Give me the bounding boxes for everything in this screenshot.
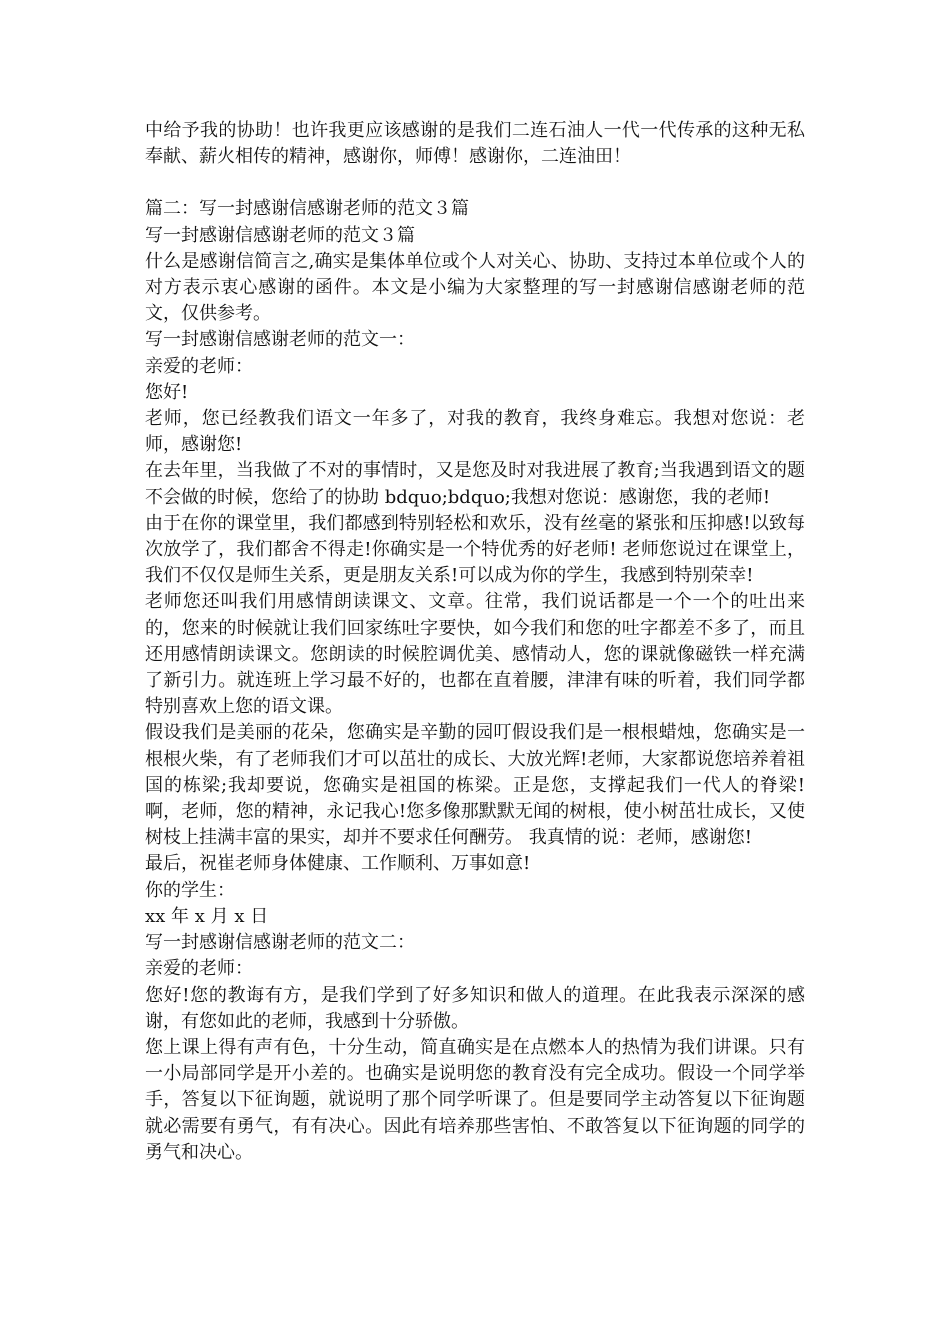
article-title: 写一封感谢信感谢老师的范文３篇 [145, 224, 415, 246]
date-line: xx 年 x 月 x 日 [145, 905, 269, 927]
greeting-one: 您好! [145, 381, 189, 403]
sample-two-heading: 写一封感谢信感谢老师的范文二： [145, 932, 415, 954]
paragraph: 您上课上得有声有色，十分生动，简直确实是在点燃本人的热情为我们讲课。只有一小局部同学是开小差的。也确实是说明您的教育没有完全成功。假设一个同学举手，答复以下征询题，就说明了那个同学听课了。但是要同学主动答复以下征询题就必需要有勇气，有有决心。因此有培养那些害怕、不敢答复以下征询题的同学的勇气和决心。 [145, 1036, 805, 1163]
paragraph: 由于在你的课堂里，我们都感到特别轻松和欢乐，没有丝毫的紧张和压抑感!以致每次放学了，我们都舍不得走!你确实是一个特优秀的好老师! 老师您说过在课堂上，我们不仅仅是师生关系，更是朋友关系!可以成为你的学生，我感到特别荣幸! [145, 512, 805, 587]
signature: 你的学生： [145, 879, 235, 901]
paragraph: 老师您还叫我们用感情朗读课文、文章。往常，我们说话都是一个一个的吐出来的，您来的时候就让我们回家练吐字要快，如今我们和您的吐字都差不多了，而且还用感情朗读课文。您朗读的时候腔调优美、感情动人，您的课就像磁铁一样充满了新引力。就连班上学习最不好的，也都在直着腰，津津有味的听着，我们同学都特别喜欢上您的语文课。 [145, 591, 805, 718]
blank-line [145, 170, 805, 196]
paragraph-1: 中给予我的协助！也许我更应该感谢的是我们二连石油人一代一代传承的这种无私奉献、薪火相传的精神，感谢你，师傅！感谢你，二连油田！ [145, 120, 805, 168]
paragraph: 您好!您的教诲有方，是我们学到了好多知识和做人的道理。在此我表示深深的感谢，有您如此的老师，我感到十分骄傲。 [145, 984, 805, 1032]
paragraph: 在去年里，当我做了不对的事情时，又是您及时对我进展了教育;当我遇到语文的题不会做的时候，您给了的协助 bdquo;bdquo;我想对您说：感谢您，我的老师! [145, 460, 805, 508]
intro-paragraph: 什么是感谢信简言之,确实是集体单位或个人对关心、协助、支持过本单位或个人的对方表示衷心感谢的函件。本文是小编为大家整理的写一封感谢信感谢老师的范文，仅供参考。 [145, 250, 805, 325]
paragraph: 假设我们是美丽的花朵，您确实是辛勤的园叮假设我们是一根根蜡烛，您确实是一根根火柴，有了老师我们才可以茁壮的成长、大放光辉!老师，大家都说您培养着祖国的栋梁;我却要说，您确实是祖国的栋梁。正是您，支撑起我们一代人的脊梁!啊，老师，您的精神，永记我心!您多像那默默无闻的树根，使小树茁壮成长，又使树枝上挂满丰富的果实，却并不要求任何酬劳。 我真情的说：老师，感谢您! [145, 722, 805, 849]
paragraph: 老师，您已经教我们语文一年多了，对我的教育，我终身难忘。我想对您说：老师，感谢您! [145, 408, 805, 456]
document-body [145, 118, 805, 1166]
salutation-two: 亲爱的老师： [145, 958, 253, 980]
section-heading: 篇二：写一封感谢信感谢老师的范文３篇 [145, 198, 469, 220]
salutation-one: 亲爱的老师： [145, 355, 253, 377]
sample-one-heading: 写一封感谢信感谢老师的范文一： [145, 329, 415, 351]
closing-wish: 最后，祝崔老师身体健康、工作顺利、万事如意! [145, 853, 531, 875]
